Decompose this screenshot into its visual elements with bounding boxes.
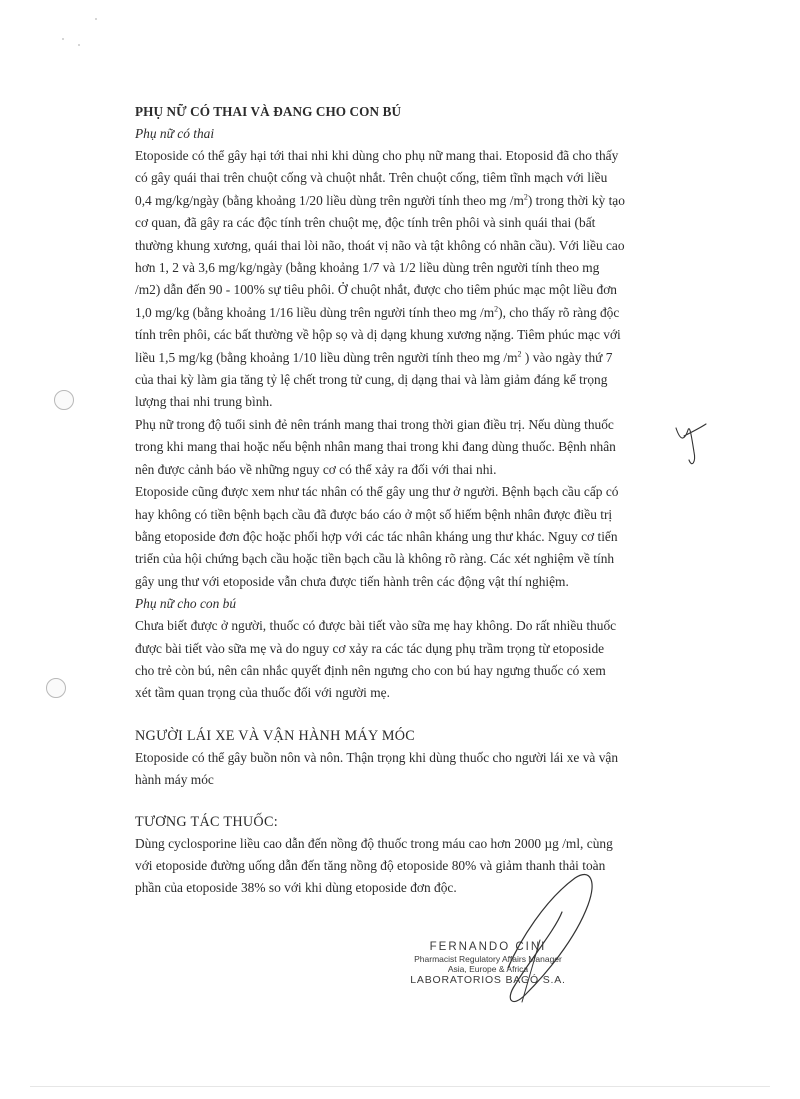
text-line: trong khi mang thai hoặc nếu bệnh nhân mang thai trong khi đang dùng thuốc. Bệnh nhân [135, 439, 616, 455]
text-line: phần của etoposide 38% so với khi dùng etoposide đơn độc. [135, 880, 457, 896]
paragraph-driving [135, 747, 680, 792]
text-line [135, 347, 680, 369]
text-line [135, 302, 680, 324]
section-heading-driving: NGƯỜI LÁI XE VÀ VẬN HÀNH MÁY MÓC [135, 727, 416, 744]
text-line: có gây quái thai trên chuột cống và chuột nhắt. Trên chuột cống, tiêm tĩnh mạch với liều [135, 170, 608, 186]
punch-hole [46, 678, 66, 698]
scan-speck [78, 44, 80, 46]
text-line: gây ung thư với etoposide vẫn chưa được tiến hành trên các động vật thí nghiệm. [135, 573, 569, 589]
superscript: 2 [517, 349, 522, 359]
subheading-nursing-women: Phụ nữ cho con bú [135, 596, 237, 612]
text-line: triển của hội chứng bạch cầu hoặc tiền bạch cầu là không rõ ràng. Các xét nghiệm về tính [135, 551, 615, 567]
text-line: của thai kỳ làm gia tăng tỷ lệ chết trong tử cung, dị dạng thai và làm giảm đáng kể trọng [135, 372, 608, 388]
text-line: hành máy móc [135, 772, 214, 788]
signatory-region: Asia, Europe & Africa [447, 964, 529, 974]
page-edge-line [30, 1086, 770, 1087]
paragraph-contraception [135, 414, 680, 481]
text-segment: liều 1,5 mg/kg (bằng khoảng 1/10 liều dùng trên người tính theo mg /m [135, 349, 518, 365]
text-line: cho trẻ còn bú, nên cân nhắc quyết định nên ngưng cho con bú hay ngưng thuốc có xem [135, 662, 606, 678]
paragraph-carcinogenicity [135, 481, 680, 593]
text-line: Dùng cyclosporine liều cao dẫn đến nồng độ thuốc trong máu cao hơn 2000 µg /ml, cùng [135, 835, 613, 851]
text-line: Etoposide có thể gây buồn nôn và nôn. Thận trọng khi dùng thuốc cho người lái xe và vận [135, 749, 619, 765]
superscript: 2 [494, 304, 499, 314]
text-line [135, 190, 680, 212]
text-segment: 0,4 mg/kg/ngày (bằng khoảng 1/20 liều dùng trên người tính theo mg /m [135, 192, 524, 208]
text-line: Etoposide cũng được xem như tác nhân có thể gây ung thư ở người. Bệnh bạch cầu cấp có [135, 484, 619, 500]
text-line: với etoposide đường uống dẫn đến tăng nồng độ etoposide 80% và giảm thanh thải toàn [135, 857, 606, 873]
text-segment: ) vào ngày thứ 7 [521, 349, 613, 365]
paragraph-teratogenicity [135, 145, 680, 414]
text-line: xét tầm quan trọng của thuốc đối với người mẹ. [135, 685, 390, 701]
text-line: Etoposide có thể gây hại tới thai nhi khi dùng cho phụ nữ mang thai. Etoposid đã cho thấy [135, 148, 619, 163]
text-line: được bài tiết vào sữa mẹ và do nguy cơ xảy ra các tác dụng phụ trầm trọng từ etoposide [135, 640, 605, 656]
superscript: 2 [523, 192, 528, 202]
paragraph-interactions [135, 833, 680, 900]
section-heading-pregnancy: PHỤ NỮ CÓ THAI VÀ ĐANG CHO CON BÚ [135, 104, 402, 119]
text-line: hay không có tiền bệnh bạch cầu đã được báo cáo ở một số hiếm bệnh nhân được điều trị [135, 506, 613, 522]
text-line: hơn 1, 2 và 3,6 mg/kg/ngày (bằng khoảng 1/7 và 1/2 liều dùng trên người tính theo mg [135, 260, 600, 276]
text-line: tính trên phôi, các bất thường về hộp sọ và dị dạng khung xương nặng. Tiêm phúc mạc với [135, 327, 621, 343]
paragraph-breastfeeding [135, 615, 680, 705]
text-line: nên được cảnh báo về những nguy cơ có thể xảy ra đối với thai nhi. [135, 461, 497, 477]
section-heading-interactions: TƯƠNG TÁC THUỐC: [135, 813, 278, 830]
subheading-pregnant-women: Phụ nữ có thai [135, 126, 215, 141]
text-segment: ), cho thấy rõ ràng độc [498, 304, 620, 320]
text-line: lượng thai nhi trung bình. [135, 394, 273, 410]
document-body [135, 102, 680, 900]
punch-hole [54, 390, 74, 410]
scan-speck [62, 38, 64, 40]
text-segment: ) trong thời kỳ tạo [527, 192, 625, 208]
text-line: bằng etoposide đơn độc hoặc phối hợp với các tác nhân kháng ung thư khác. Nguy cơ tiến [135, 528, 618, 544]
text-segment: 1,0 mg/kg (bằng khoảng 1/16 liều dùng trên người tính theo mg /m [135, 304, 495, 320]
text-line: thường khung xương, quái thai lòi não, thoát vị não và tật không có nhãn cầu). Với liều cao [135, 237, 625, 253]
signatory-name: FERNANDO CINI [429, 941, 547, 953]
signatory-company: LABORATORIOS BAGÓ S.A. [410, 974, 566, 986]
signature-block [398, 940, 578, 987]
text-line: Phụ nữ trong độ tuổi sinh đẻ nên tránh mang thai trong thời gian điều trị. Nếu dùng thuốc [135, 416, 614, 432]
text-line: /m2) dẫn đến 90 - 100% sự tiêu phôi. Ở chuột nhắt, được cho tiêm phúc mạc một liều đơn [135, 282, 618, 298]
text-line: cơ quan, đã gây ra các độc tính trên chuột mẹ, độc tính trên phôi và sinh quái thai (bất [135, 215, 596, 231]
text-line: Chưa biết được ở người, thuốc có được bài tiết vào sữa mẹ hay không. Do rất nhiều thuốc [135, 618, 617, 634]
scan-speck [95, 18, 97, 20]
signatory-title: Pharmacist Regulatory Affairs Manager [414, 954, 562, 964]
